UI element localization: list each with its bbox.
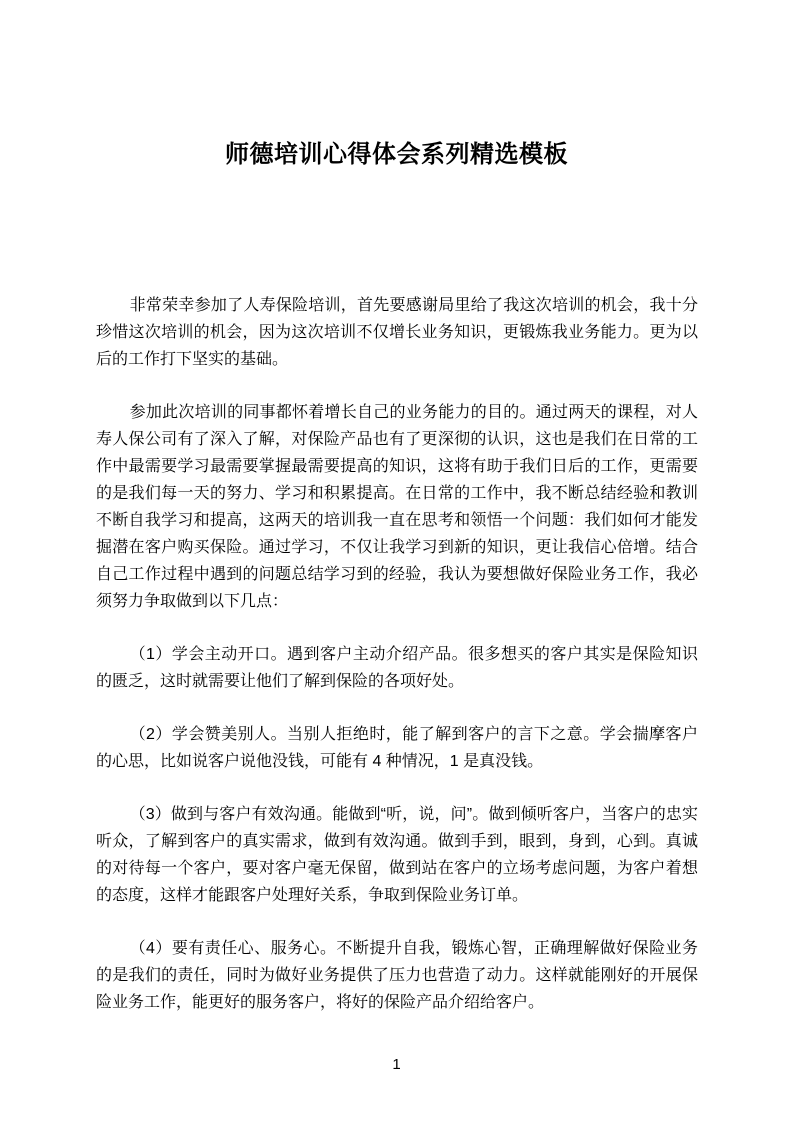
page-number: 1 <box>392 1056 401 1073</box>
page-footer <box>0 1056 793 1074</box>
document-title: 师德培训心得体会系列精选模板 <box>225 141 568 168</box>
paragraph-point-4: （4）要有责任心、服务心。不断提升自我，锻炼心智，正确理解做好保险业务的是我们的责任，同时为做好业务提供了压力也营造了动力。这样就能刚好的开展保险业务工作，能更好的服务客户，将好的保险产品介绍给客户。 <box>96 940 698 1011</box>
paragraph-point-2: （2）学会赞美别人。当别人拒绝时，能了解到客户的言下之意。学会揣摩客户的心思，比如说客户说他没钱，可能有 4 种情况，1 是真没钱。 <box>96 726 698 770</box>
paragraph-point-1: （1）学会主动开口。遇到客户主动介绍产品。很多想买的客户其实是保险知识的匮乏，这时就需要让他们了解到保险的各项好处。 <box>96 646 698 690</box>
paragraph-point-3: （3）做到与客户有效沟通。能做到“听，说，问”。做到倾听客户，当客户的忠实听众，了解到客户的真实需求，做到有效沟通。做到手到，眼到，身到，心到。真诚的对待每一个客户，要对客户毫无保留，做到站在客户的立场考虑问题，为客户着想的态度，这样才能跟客户处理好关系，争取到保险业务订单。 <box>96 806 698 904</box>
paragraph-training-summary: 参加此次培训的同事都怀着增长自己的业务能力的目的。通过两天的课程，对人寿人保公司有了深入了解，对保险产品也有了更深彻的认识，这也是我们在日常的工作中最需要学习最需要掌握最需要提高的知识，这将有助于我们日后的工作，更需要的是我们每一天的努力、学习和积累提高。在日常的工作中，我不断总结经验和教训不断自我学习和提高，这两天的培训我一直在思考和领悟一个问题：我们如何才能发掘潜在客户购买保险。通过学习，不仅让我学习到新的知识，更让我信心倍增。结合自己工作过程中遇到的问题总结学习到的经验，我认为要想做好保险业务工作，我必须努力争取做到以下几点： <box>96 404 698 610</box>
document-body <box>0 292 793 1016</box>
paragraph-intro: 非常荣幸参加了人寿保险培训，首先要感谢局里给了我这次培训的机会，我十分珍惜这次培训的机会，因为这次培训不仅增长业务知识，更锻炼我业务能力。更为以后的工作打下坚实的基础。 <box>96 297 698 368</box>
